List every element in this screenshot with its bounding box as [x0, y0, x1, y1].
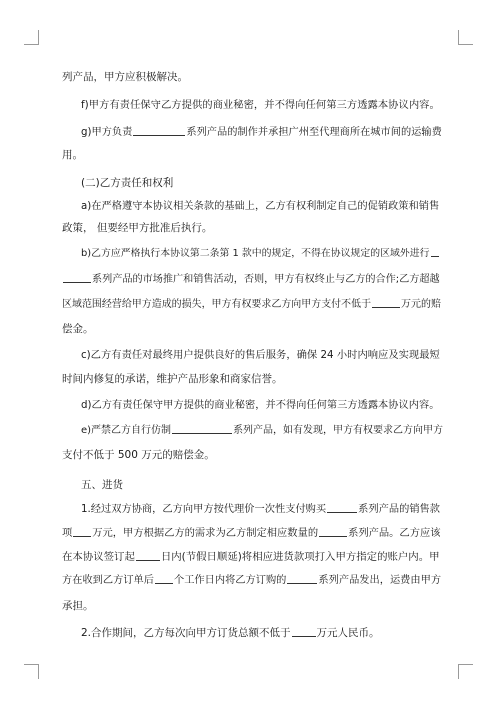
paragraph-line	[81, 499, 440, 519]
paragraph-line	[62, 369, 283, 389]
section-heading	[81, 173, 173, 193]
text-run: 万元的赔	[401, 299, 441, 310]
blank-underline	[287, 572, 317, 584]
text-run: 系列产品，如有发现，甲方有权要求乙方向甲方	[233, 425, 444, 436]
text-run: 在本协议签订起	[62, 551, 135, 563]
text-run: 万元，甲方根据乙方的需求为乙方制定相应数量的	[92, 527, 319, 539]
paragraph-line	[62, 270, 440, 290]
text-run: 2.合作期间，乙方每次向甲方订货总额不低于	[81, 627, 291, 639]
crop-mark-top-left	[24, 30, 39, 45]
paragraph-line	[62, 547, 440, 567]
blank-underline	[133, 124, 185, 136]
blank-underline	[319, 525, 347, 537]
text-run: 时间内修复的承诺，维护产品形象和商家信誉。	[62, 373, 283, 385]
text-run: 日内(节假日顺延)将相应进货款项打入甲方指定的账户内。甲	[160, 551, 440, 563]
paragraph-line	[62, 523, 441, 543]
paragraph-line	[81, 244, 440, 264]
text-run: g)甲方负责	[81, 127, 133, 138]
text-run: 系列产品的制作并承担广州至代理商所在城市间的运输费	[186, 127, 442, 138]
paragraph-line	[62, 145, 83, 165]
paragraph-line	[81, 95, 440, 115]
text-run: 系列产品发出，运费由甲方	[318, 575, 442, 586]
blank-underline	[292, 625, 316, 637]
blank-underline	[136, 549, 160, 561]
paragraph-line	[81, 395, 439, 415]
blank-underline	[63, 271, 91, 283]
text-run: 系列产品。乙方应该	[348, 527, 441, 539]
paragraph-line	[81, 123, 442, 143]
heading-text: 五、进货	[81, 479, 123, 491]
text-run: 用。	[62, 149, 83, 161]
paragraph-line	[62, 295, 441, 315]
section-heading	[81, 475, 123, 495]
text-run: b)乙方应严格执行本协议第二条第 1 款中的规定，不得在协议规定的区域外进行	[81, 248, 430, 259]
paragraph-line	[62, 67, 188, 87]
text-run: a)在严格遵守本协议相关条款的基础上，乙方有权利制定自己的促销政策和销售	[81, 200, 440, 212]
paragraph-line	[81, 623, 380, 643]
text-run: 项	[62, 527, 73, 539]
blank-underline	[172, 422, 232, 434]
text-run: 方在收到乙方订单后	[62, 575, 154, 586]
text-run: c)乙方有责任对最终用户提供良好的售后服务，确保 24 小时内响应及实现最短	[81, 349, 440, 361]
paragraph-line	[62, 445, 215, 465]
blank-underline	[327, 501, 357, 513]
paragraph-line	[62, 571, 441, 591]
paragraph-line	[62, 218, 212, 238]
blank-underline	[155, 572, 173, 584]
paragraph-line	[81, 196, 439, 216]
crop-mark-bottom-right	[458, 664, 473, 679]
paragraph-line	[81, 345, 440, 365]
heading-text: (二)乙方责任和权利	[81, 177, 174, 189]
text-run: 系列产品的销售款	[358, 503, 441, 515]
paragraph-line	[81, 421, 443, 441]
text-run: 政策， 但要经甲方批准后执行。	[62, 222, 213, 234]
crop-mark-bottom-left	[24, 664, 39, 679]
text-run: 列产品，甲方应积极解决。	[62, 71, 188, 83]
text-run: 1.经过双方协商，乙方向甲方按代理价一次性支付购买	[81, 503, 327, 515]
paragraph-line	[62, 319, 94, 339]
text-run: 个工作日内将乙方订购的	[173, 575, 287, 586]
text-run: 支付不低于 500 万元的赔偿金。	[62, 449, 215, 461]
text-run: 万元人民币。	[316, 627, 380, 639]
text-run: f)甲方有责任保守乙方提供的商业秘密，并不得向任何第三方透露本协议内容。	[81, 99, 440, 111]
blank-underline	[431, 245, 439, 257]
text-run: 偿金。	[62, 323, 94, 335]
text-run: 承担。	[62, 600, 94, 612]
text-run: 系列产品的市场推广和销售活动，否则，甲方有权终止与乙方的合作;乙方超越	[92, 274, 440, 285]
text-run: e)严禁乙方自行仿制	[81, 425, 172, 436]
blank-underline	[73, 525, 91, 537]
blank-underline	[372, 296, 400, 308]
paragraph-line	[62, 596, 94, 616]
text-run: 区域范围经营给甲方造成的损失，甲方有权要求乙方向甲方支付不低于	[62, 299, 372, 310]
text-run: d)乙方有责任保守甲方提供的商业秘密，并不得向任何第三方透露本协议内容。	[81, 399, 440, 411]
crop-mark-top-right	[458, 30, 473, 45]
